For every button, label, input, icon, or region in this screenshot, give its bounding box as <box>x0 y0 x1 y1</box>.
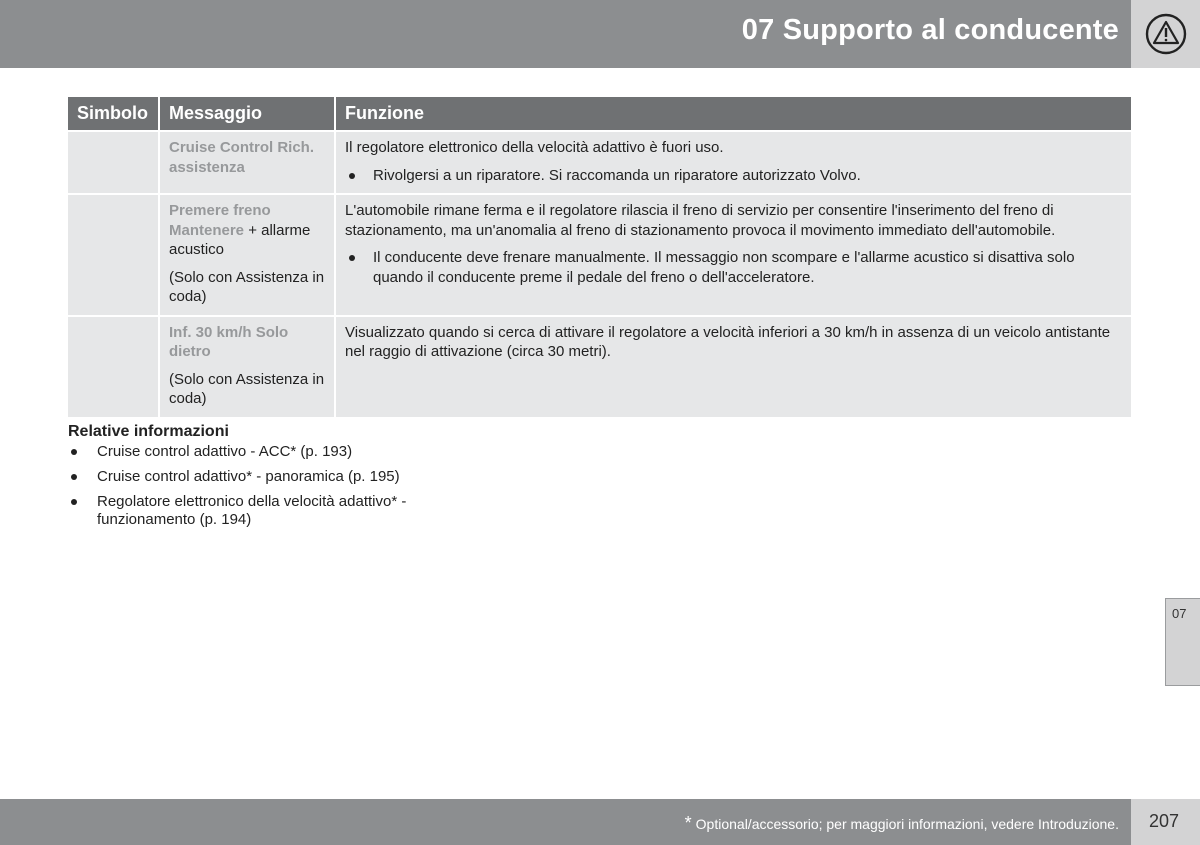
table-header-row <box>68 97 1131 131</box>
function-bullets <box>345 166 1122 186</box>
header-message: Messaggio <box>159 97 335 131</box>
message-note: (Solo con Assistenza in coda) <box>169 268 325 305</box>
page-number: 207 <box>1149 811 1180 831</box>
related-link[interactable]: Cruise control adattivo - ACC* (p. 193) <box>68 443 408 461</box>
function-bullets <box>345 248 1122 287</box>
function-bullet: Rivolgersi a un riparatore. Si raccomanda un riparatore autorizzato Volvo. <box>345 166 1122 186</box>
symbol-cell <box>68 194 159 316</box>
message-note: (Solo con Assistenza in coda) <box>169 370 325 407</box>
function-text: Visualizzato quando si cerca di attivare il regolatore a velocità inferiori a 30 km/h in assenza di un veicolo antistante nel raggio di attivazione (circa 30 metri). <box>345 323 1111 360</box>
chapter-title: 07 Supporto al conducente <box>741 14 1119 46</box>
function-text: Il regolatore elettronico della velocità adattivo è fuori uso. <box>345 139 724 156</box>
related-info <box>68 423 408 536</box>
message-text: Cruise Control Rich. assistenza <box>169 139 315 176</box>
message-text: Inf. 30 km/h Solo dietro <box>169 323 289 360</box>
page-footer <box>0 799 1131 845</box>
related-title: Relative informazioni <box>68 423 229 440</box>
chapter-side-tab <box>1165 598 1200 686</box>
message-suffix: + allarme acustico <box>169 221 311 258</box>
page-number-box <box>1131 799 1200 845</box>
message-table <box>68 97 1131 417</box>
table-row <box>68 194 1131 316</box>
related-list <box>68 443 408 529</box>
chapter-tab-label: 07 <box>1172 606 1187 621</box>
warning-triangle-icon <box>1145 13 1187 55</box>
message-cell <box>159 131 335 194</box>
symbol-cell <box>68 316 159 417</box>
message-cell <box>159 194 335 316</box>
function-text: L'automobile rimane ferma e il regolatore rilascia il freno di servizio per consentire l'inserimento del freno di stazionamento, ma un'anomalia al freno di stazionamento provoca il movimento immediato dell'automobile. <box>345 202 1056 239</box>
function-cell <box>335 131 1131 194</box>
related-link[interactable]: Cruise control adattivo* - panoramica (p. 195) <box>68 468 408 486</box>
function-cell <box>335 316 1131 417</box>
header-function: Funzione <box>335 97 1131 131</box>
table-row <box>68 316 1131 417</box>
table-row <box>68 131 1131 194</box>
page-header <box>0 0 1131 68</box>
footer-note <box>685 813 1119 834</box>
function-bullet: Il conducente deve frenare manualmente. Il messaggio non scompare e l'allarme acustico si disattiva solo quando il conducente preme il pedale del freno o dell'acceleratore. <box>345 248 1122 287</box>
message-text: Premere freno Mantenere <box>169 202 271 239</box>
message-cell <box>159 316 335 417</box>
related-link[interactable]: Regolatore elettronico della velocità adattivo* - funzionamento (p. 194) <box>68 493 408 529</box>
function-cell <box>335 194 1131 316</box>
symbol-cell <box>68 131 159 194</box>
header-symbol: Simbolo <box>68 97 159 131</box>
header-icon-box <box>1131 0 1200 68</box>
message-line <box>169 201 325 260</box>
footer-note-text: Optional/accessorio; per maggiori informazioni, vedere Introduzione. <box>695 816 1119 832</box>
asterisk: * <box>684 813 692 833</box>
